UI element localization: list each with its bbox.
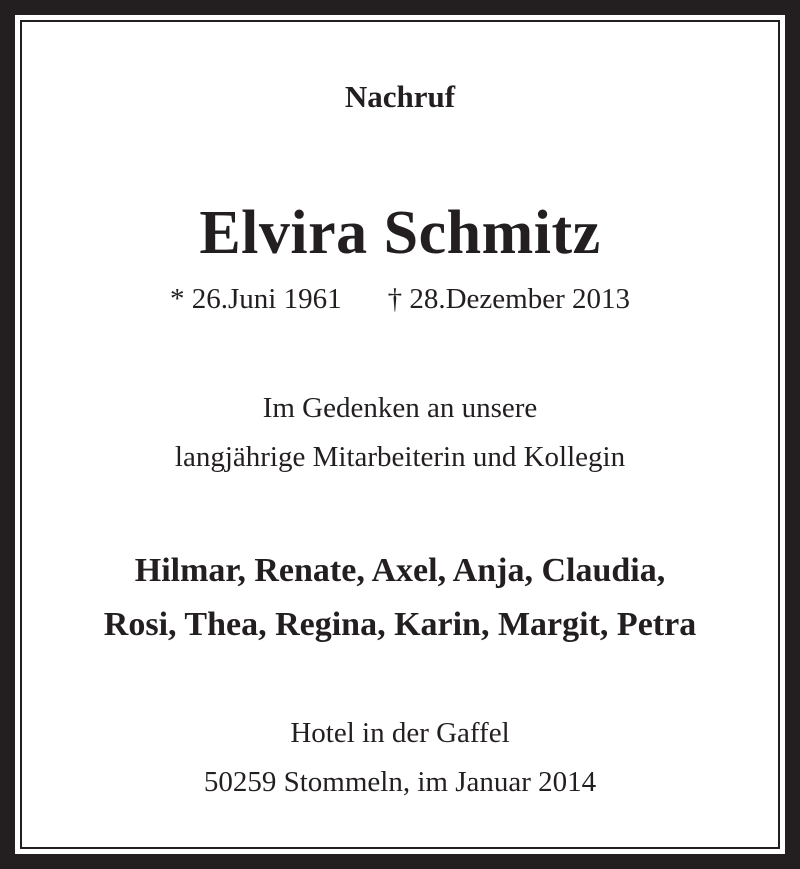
notice-heading: Nachruf [344, 79, 456, 114]
deceased-name: Elvira Schmitz [199, 199, 601, 267]
life-dates [22, 285, 778, 314]
tribute-line-2: langjährige Mitarbeiterin und Kollegin [174, 441, 626, 473]
signers-line-2: Rosi, Thea, Regina, Karin, Margit, Petra [103, 606, 697, 643]
obituary-border [20, 20, 780, 849]
birth-date: * 26.Juni 1961 [170, 283, 342, 315]
signers-line-1: Hilmar, Renate, Axel, Anja, Claudia, [134, 552, 666, 589]
tribute-line-1: Im Gedenken an unsere [262, 392, 538, 424]
sender-line-2: 50259 Stommeln, im Januar 2014 [203, 766, 597, 798]
obituary-notice [15, 15, 785, 854]
death-date: † 28.Dezember 2013 [387, 283, 630, 315]
sender-line-1: Hotel in der Gaffel [290, 717, 510, 749]
